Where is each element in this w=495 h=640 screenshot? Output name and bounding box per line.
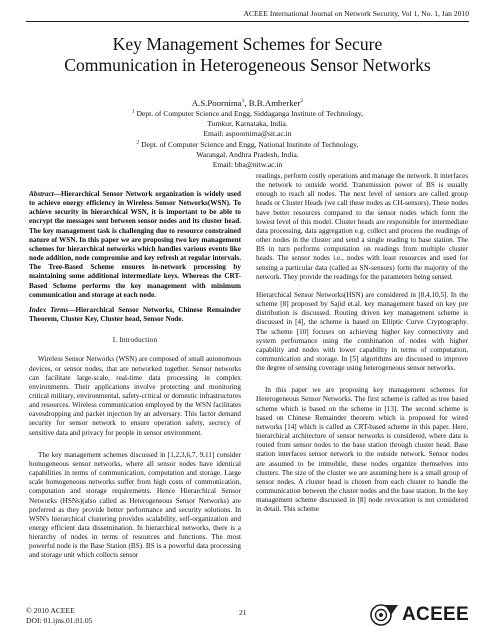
copyright-notice: © 2010 ACEEE (26, 606, 75, 615)
right-paragraph-1: readings, perform costly operations and manage the network. It interfaces the network to outside world. Transmission power of BS is usually enough to reach all nodes. The next level of sensors are called group heads or Cluster Heads (we call these nodes as CH-sensors). These nodes have better resources compared to the sensor nodes which form the lowest level of this model. Cluster heads are responsible for intermediate data processing, data aggregation e.g. collect and process the readings of other nodes in the cluster and send a single reading to base station. The BS in turn performs computation on readings from multiple cluster heads. The sensor nodes i.e., nodes with least resources and used for sensing a particular data (called as SN-sensors) form the majority of the network. They provide the readings for the parameters being sensed. (256, 172, 468, 281)
paper-title: Key Management Schemes for Secure Communication in Heterogeneous Sensor Networks (64, 34, 431, 75)
index-terms: Index Terms—Hierarchical Sensor Networks, Chinese Remainder Theorem, Cluster Key, Cluster head, Sensor Node. (29, 305, 241, 324)
affiliation-2: $^2$ Dept. of Computer Science and Engg, National Institute of Technology, (136, 139, 359, 149)
affiliation-2-email: Email: bba@nitw.ac.in (212, 160, 283, 170)
affiliation-1-email: Email: aspoornima@sit.ac.in (203, 129, 292, 139)
affiliation-2-location: Warangal, Andhra Pradesh, India. (196, 149, 299, 159)
affiliation-1-location: Tumkur, Karnataka, India. (207, 119, 288, 129)
aceee-logo-text: ACEEE (402, 604, 469, 625)
page-footer (26, 606, 469, 632)
right-paragraph-3: In this paper we are proposing key management schemes for Heterogeneous Sensor Networks. The first scheme is called as tree based scheme which is based on the scheme in [13]. The second scheme is based on Chinese Remainder theorem which is proposed for wired networks [14] which is called as CRT-based scheme in this paper. Here, hierarchical architecture of sensor networks is considered, where data is routed from sensor nodes to the base station through cluster head. Base station interfaces sensor network to the outside network. Sensor nodes are assumed to be immobile, these nodes organize themselves into clusters. The size of the cluster we are assuming here is a small group of sensor nodes. A cluster head is chosen from each cluster to handle the communication between the cluster nodes and the base station. In the key management scheme discussed in [8] node revocation is not considered in detail. This scheme (256, 386, 468, 514)
aceee-logo (370, 602, 469, 628)
author-block (60, 98, 435, 170)
abstract: Abstract—Hierarchical Sensor Network organization is widely used to achieve energy efficiency in Wireless Sensor Networks(WSN). To achieve security in hierarchical WSN, it is important to be able to encrypt the messages sent between sensor nodes and its cluster head. The key management task is challenging due to resource constrained nature of WSN. In this paper we are proposing two key management schemes for hierarchical networks which handles various events like node addition, node compromise and key refresh at regular intervals. The Tree-Based Scheme ensures in-network processing by maintaining some additional intermediate keys. Whereas the CRT-Based Scheme performs the key management with minimum communication and storage at each node. (29, 190, 241, 299)
right-column (256, 172, 468, 514)
journal-header: ACEEE International Journal on Network Security, Vol 1, No. 1, Jan 2010 (243, 9, 469, 18)
left-column (29, 190, 241, 561)
header-rule (26, 21, 469, 22)
page-number: 21 (239, 608, 247, 617)
section-heading-introduction: I. Introduction (112, 336, 158, 345)
intro-paragraph-1: Wireless Sensor Networks (WSN) are composed of small autonomous devices, or sensor nodes, that are networked together. Sensor networks can facilitate large-scale, real-time data processing in complex environments. Their applications involve protecting and monitoring critical military, environmental, safety-critical or domestic infrastructures and resources. Wireless communication employed by the WSN facilitates eavesdropping and packet injection by an adversary. This factor demand security for sensor network to ensure operation safety, secrecy of sensitive data and privacy for people in sensor environment. (29, 355, 241, 437)
intro-paragraph-2: The key management schemes discussed in [1,2,3,6,7, 9,11] consider homogeneous sensor networks, where all sensor nodes have identical capabilities in terms of communication, computation and storage. Large scale homogeneous networks suffer from high costs of communication, computation and storage requirements. Hence Hierarchical Sensor Networks (HSNs)(also called as Heterogeneous Sensor Networks) are preferred as they provide better performance and security solutions. In WSN's hierarchical clustering provides scalability, self-organization and energy efficient data dissemination. In hierarchical networks, there is a hierarchy of nodes in terms of resources and functions. The most powerful node is the Base Station (BS). BS is a powerful data processing and storage unit which collects sensor (29, 450, 241, 560)
right-paragraph-2: Hierarchical Sensor Networks(HSN) are considered in [8,4,10,5]. In the scheme [8] proposed by Sajid et.al. key management based on key pre distribution is discussed. Routing driven key management scheme is discussed in [4], the scheme is based on Elliptic Curve Cryptography. The scheme [10] focuses on achieving higher key connectivity and system performance using the combination of nodes with higher capability and nodes with lower capability in terms of computation, communication and storage. In [5] algorithms are discussed to improve the degree of sensing coverage using heterogeneous sensor networks. (256, 290, 468, 373)
aceee-logo-icon (370, 602, 400, 628)
author-names: A.S.Poornima$^1$, B.B.Amberker$^2$ (191, 98, 304, 108)
doi-label: DOI: 01.ijns.01.01.05 (26, 616, 93, 625)
affiliation-1: $^1$ Dept. of Computer Science and Engg, Siddaganga Institute of Technology, (131, 108, 364, 118)
